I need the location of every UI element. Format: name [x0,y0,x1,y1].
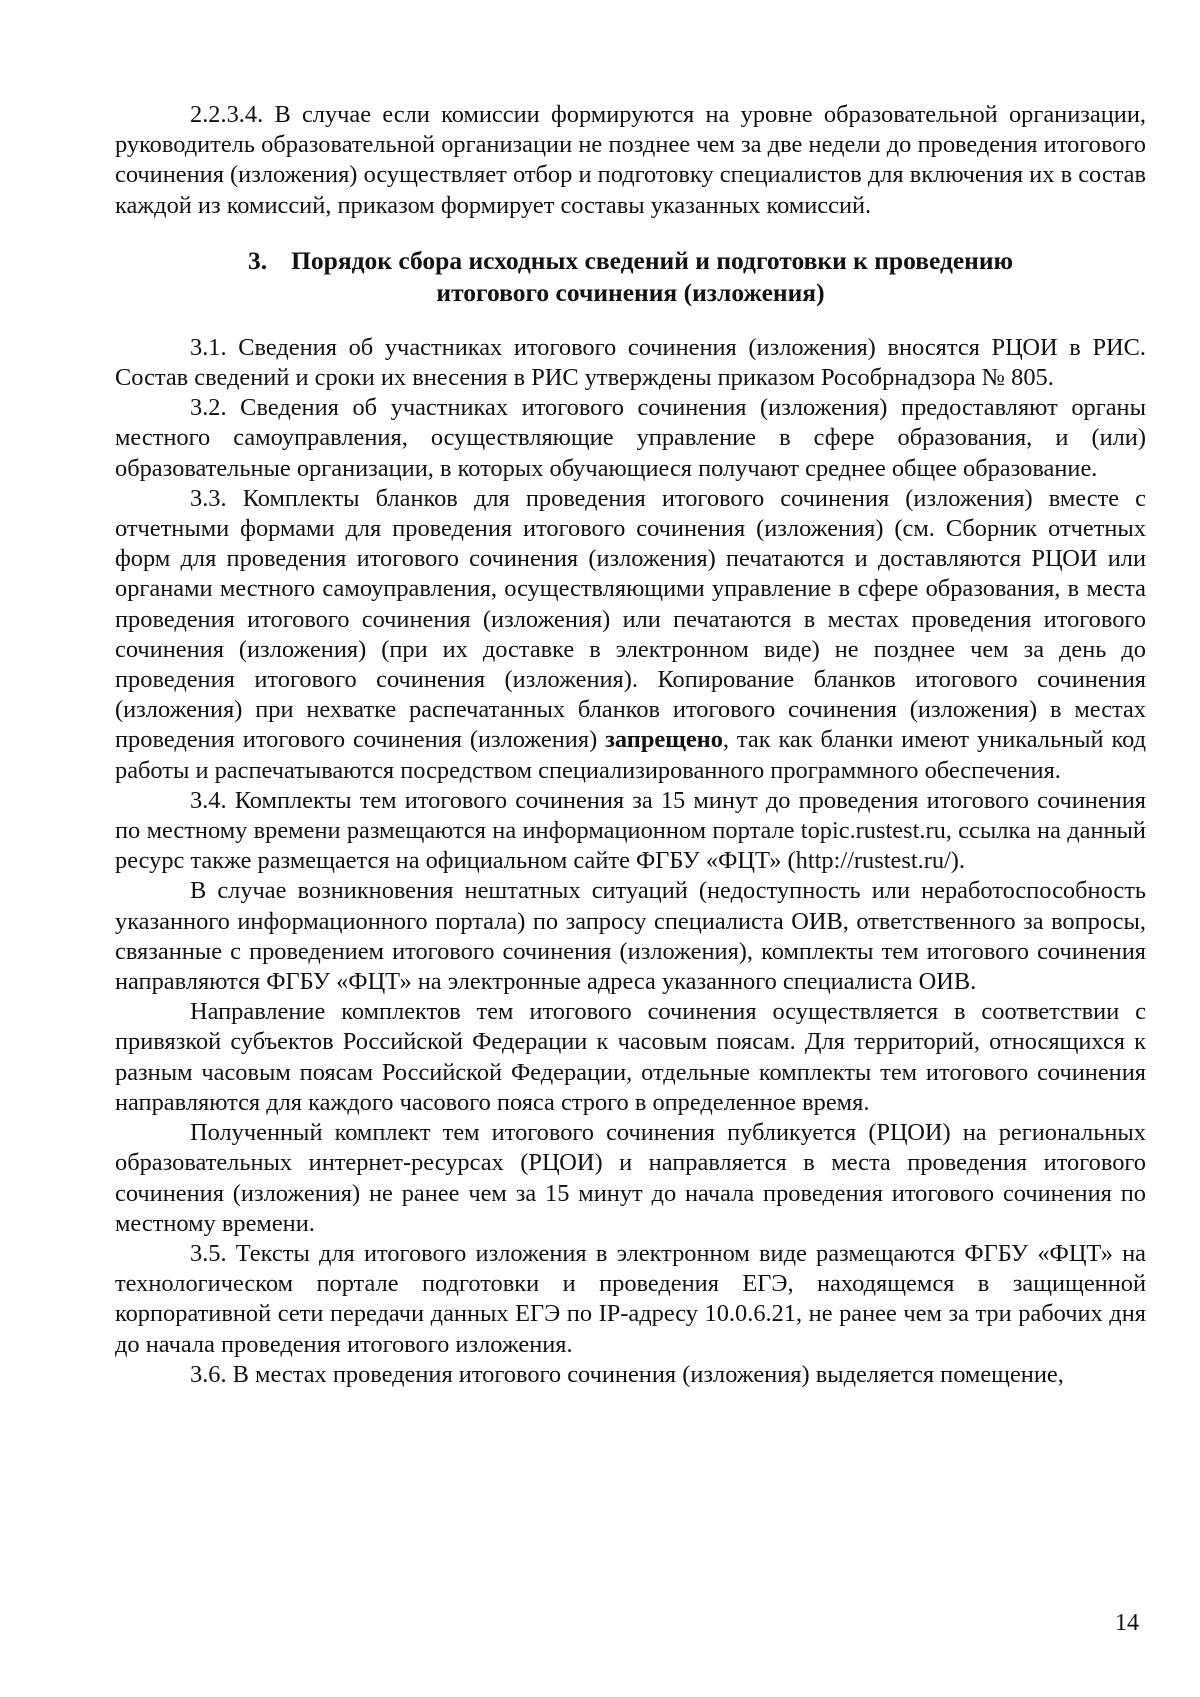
paragraph-3-1: 3.1. Сведения об участниках итогового сочинения (изложения) вносятся РЦОИ в РИС. Состав сведений и сроки их внесения в РИС утверждены приказом Рособрнадзора № 805. [115,333,1146,392]
paragraph-2-2-3-4: 2.2.3.4. В случае если комиссии формируются на уровне образовательной организации, руководитель образовательной организации не позднее чем за две недели до проведения итогового сочинения (изложения) осуществляет отбор и подготовку специалистов для включения их в состав каждой из комиссий, приказом формирует составы указанных комиссий. [115,101,1146,219]
page-number: 14 [1115,1610,1139,1636]
paragraph-3-3 [115,484,1146,786]
section-number: 3. [247,245,268,275]
section-heading-line-1 [115,245,1146,277]
paragraph-3-3-text-before: 3.3. Комплекты бланков для проведения итогового сочинения (изложения) вместе с отчетными формами для проведения итогового сочинения (изложения) (см. Сборник отчетных форм для проведения итогового сочинения (изложения) печатаются и доставляются РЦОИ или органами местного самоуправления, осуществляющими управление в сфере образования, в места проведения итогового сочинения (изложения) или печатаются в местах проведения итогового сочинения (изложения) (при их доставке в электронном виде) не позднее чем за день до проведения итогового сочинения (изложения). Копирование бланков итогового сочинения (изложения) при нехватке распечатанных бланков итогового сочинения (изложения) в местах проведения итогового сочинения (изложения) [115,484,1146,754]
document-page [115,100,1146,1390]
paragraph-3-4-publication: Полученный комплект тем итогового сочинения публикуется (РЦОИ) на региональных образовательных интернет-ресурсах (РЦОИ) и направляется в места проведения итогового сочинения (изложения) не ранее чем за 15 минут до начала проведения итогового сочинения по местному времени. [115,1119,1146,1237]
paragraph-3-4: 3.4. Комплекты тем итогового сочинения за 15 минут до проведения итогового сочинения по местному времени размещаются на информационном портале topic.rustest.ru, ссылка на данный ресурс также размещается на официальном сайте ФГБУ «ФЦТ» (http://rustest.ru/). [115,786,1146,875]
section-title-line-1: Порядок сбора исходных сведений и подготовки к проведению [291,245,1014,275]
paragraph-3-6: 3.6. В местах проведения итогового сочинения (изложения) выделяется помещение, [190,1360,1064,1388]
paragraph-3-5: 3.5. Тексты для итогового изложения в электронном виде размещаются ФГБУ «ФЦТ» на технологическом портале подготовки и проведения ЕГЭ, находящемся в защищенной корпоративной сети передачи данных ЕГЭ по IP-адресу 10.0.6.21, не ранее чем за три рабочих дня до начала проведения итогового изложения. [115,1239,1146,1358]
paragraph-3-2: 3.2. Сведения об участниках итогового сочинения (изложения) предоставляют органы местного самоуправления, осуществляющие управление в сфере образования, и (или) образовательные организации, в которых обучающиеся получают среднее общее образование. [115,394,1146,482]
prohibited-emphasis: запрещено [605,726,723,754]
paragraph-3-3-text-after: , так как бланки имеют уникальный код работы и распечатываются посредством специализированного программного обеспечения. [115,726,1146,784]
paragraph-3-4-emergency: В случае возникновения нештатных ситуаций (недоступность или неработоспособность указанного информационного портала) по запросу специалиста ОИВ, ответственного за вопросы, связанные с проведением итогового сочинения (изложения), комплекты тем итогового сочинения направляются ФГБУ «ФЦТ» на электронные адреса указанного специалиста ОИВ. [115,877,1146,996]
paragraph-3-4-timezones: Направление комплектов тем итогового сочинения осуществляется в соответствии с привязкой субъектов Российской Федерации к часовым поясам. Для территорий, относящихся к разным часовым поясам Российской Федерации, отдельные комплекты тем итогового сочинения направляются для каждого часового пояса строго в определенное время. [115,998,1146,1116]
section-title-line-2: итогового сочинения (изложения) [436,277,825,307]
section-heading [115,245,1146,309]
